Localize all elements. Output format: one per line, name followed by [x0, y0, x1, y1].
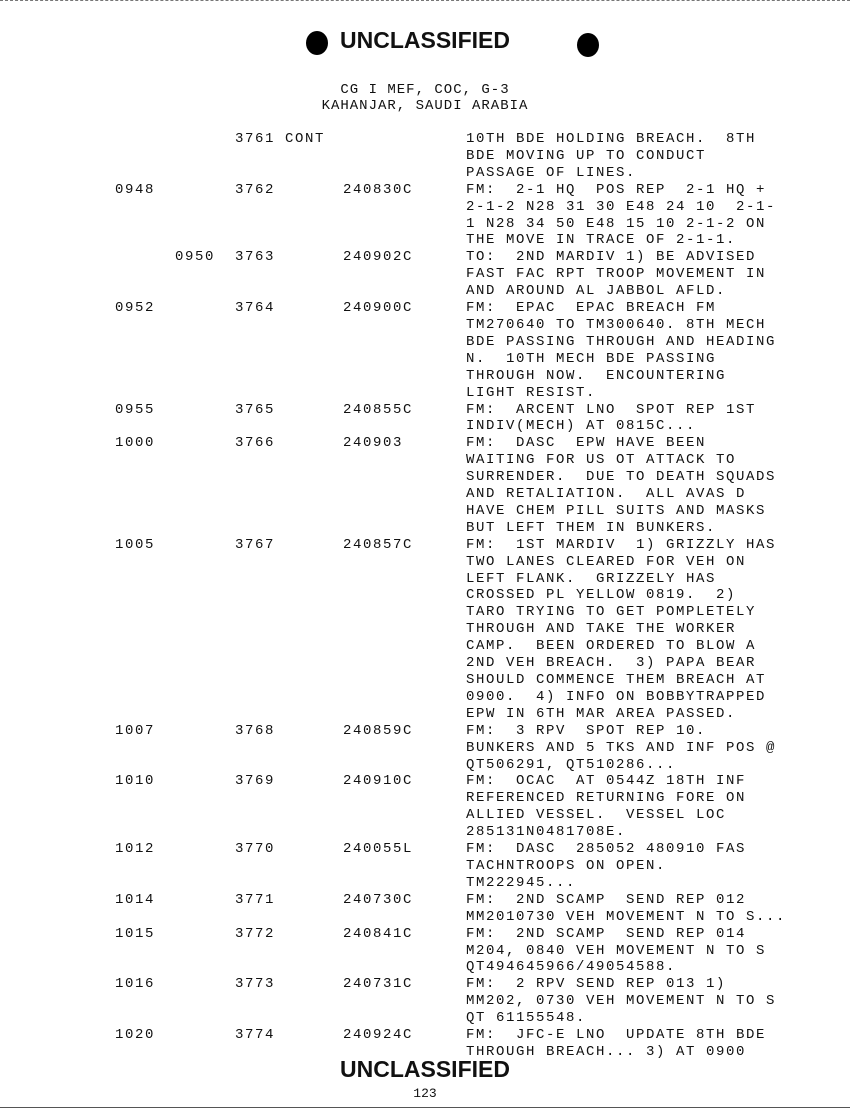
entry-text-line: FM: 1ST MARDIV 1) GRIZZLY HAS: [466, 536, 777, 553]
entry-text-line: FM: OCAC AT 0544Z 18TH INF: [466, 773, 747, 790]
entry-serial: 3761 CONT: [235, 131, 326, 147]
entry-dtg: 240924C: [343, 1027, 414, 1044]
entry-text-line: QT506291, QT510286...: [466, 756, 677, 773]
entry-text-line: THROUGH NOW. ENCOUNTERING: [466, 367, 727, 384]
entry-text-line: 2-1-2 N28 31 30 E48 24 10 2-1-: [466, 198, 777, 215]
entry-text-line: MM2010730 VEH MOVEMENT N TO S...: [466, 908, 787, 925]
log-entry: [0, 435, 850, 536]
entry-text-line: QT 61155548.: [466, 1010, 587, 1027]
entry-serial: 3772: [235, 925, 276, 942]
entry-text-line: TWO LANES CLEARED FOR VEH ON: [466, 553, 747, 570]
entry-time: 1020: [115, 1027, 156, 1044]
entry-text-line: 0900. 4) INFO ON BOBBYTRAPPED: [466, 688, 767, 705]
entry-text-line: TM270640 TO TM300640. 8TH MECH: [466, 316, 767, 333]
entry-time: 1010: [115, 773, 156, 790]
entry-text-line: THROUGH BREACH... 3) AT 0900: [466, 1043, 747, 1060]
entry-text-line: FAST FAC RPT TROOP MOVEMENT IN: [466, 266, 767, 283]
entry-text-line: THE MOVE IN TRACE OF 2-1-1.: [466, 232, 737, 249]
entry-dtg: 240910C: [343, 773, 414, 790]
entry-text-line: EPW IN 6TH MAR AREA PASSED.: [466, 705, 737, 722]
entry-serial: 3767: [235, 536, 276, 553]
entry-text-line: TACHNTROOPS ON OPEN.: [466, 857, 667, 874]
entry-dtg: 240859C: [343, 722, 414, 739]
page-number: 123: [413, 1086, 437, 1101]
classification-header: UNCLASSIFIED: [340, 27, 510, 53]
log-entry: [0, 402, 850, 436]
entry-dtg: 240857C: [343, 536, 414, 553]
entry-dtg: 240830C: [343, 181, 414, 198]
log-entry: [0, 976, 850, 1027]
entry-serial: 3762: [235, 181, 276, 198]
log-entry: [0, 131, 850, 182]
log-entry: [0, 723, 850, 774]
entry-serial: 3769: [235, 773, 276, 790]
entry-serial: 3771: [235, 891, 276, 908]
entry-dtg: 240841C: [343, 925, 414, 942]
log-entry: [0, 841, 850, 892]
entry-text-line: PASSAGE OF LINES.: [466, 164, 637, 181]
log-entry: [0, 249, 850, 300]
entry-time: 1015: [115, 925, 156, 942]
entry-text-line: FM: DASC 285052 480910 FAS: [466, 841, 747, 858]
entry-text-line: TO: 2ND MARDIV 1) BE ADVISED: [466, 249, 757, 266]
log-entry: [0, 300, 850, 401]
entry-text-line: ALLIED VESSEL. VESSEL LOC: [466, 807, 727, 824]
entry-serial: 3766: [235, 435, 276, 452]
entry-time: 0955: [115, 401, 156, 418]
entry-text-line: 285131N0481708E.: [466, 824, 627, 841]
entry-text-line: REFERENCED RETURNING FORE ON: [466, 790, 747, 807]
entry-serial: 3763: [235, 249, 276, 266]
entry-text-line: FM: 2ND SCAMP SEND REP 014: [466, 925, 747, 942]
entry-dtg: 240855C: [343, 401, 414, 418]
entry-dtg: 240731C: [343, 976, 414, 993]
entry-time: 1012: [115, 841, 156, 858]
entry-text-line: FM: ARCENT LNO SPOT REP 1ST: [466, 401, 757, 418]
entry-text-line: QT494645966/49054588.: [466, 959, 677, 976]
entry-time: 1014: [115, 891, 156, 908]
entry-text-line: LEFT FLANK. GRIZZELY HAS: [466, 570, 717, 587]
entry-time: 0948: [115, 181, 156, 198]
entry-time: 1016: [115, 976, 156, 993]
log-entry: [0, 773, 850, 841]
journal-log: [0, 131, 850, 1061]
classification-footer: UNCLASSIFIED: [340, 1056, 510, 1082]
entry-dtg: 240903: [343, 435, 404, 452]
entry-text-line: AND AROUND AL JABBOL AFLD.: [466, 283, 727, 300]
scan-edge-top: [0, 0, 850, 4]
entry-text-line: TARO TRYING TO GET POMPLETELY: [466, 604, 757, 621]
entry-text-line: 1 N28 34 50 E48 15 10 2-1-2 ON: [466, 215, 767, 232]
entry-text-line: BDE PASSING THROUGH AND HEADING: [466, 333, 777, 350]
entry-text-line: THROUGH AND TAKE THE WORKER: [466, 621, 737, 638]
entry-text-line: FM: EPAC EPAC BREACH FM: [466, 300, 717, 317]
entry-text-line: SHOULD COMMENCE THEM BREACH AT: [466, 672, 767, 688]
entry-text-line: WAITING FOR US OT ATTACK TO: [466, 452, 737, 469]
entry-text-line: FM: 2 RPV SEND REP 013 1): [466, 976, 727, 993]
location-line: KAHANJAR, SAUDI ARABIA: [321, 98, 529, 114]
unit-line: CG I MEF, COC, G-3: [340, 82, 510, 98]
entry-time: 0952: [115, 300, 156, 317]
entry-serial: 3768: [235, 722, 276, 739]
entry-text-line: FM: 2ND SCAMP SEND REP 012: [466, 891, 747, 908]
entry-alt-time: 0950: [175, 249, 216, 266]
entry-text-line: BDE MOVING UP TO CONDUCT: [466, 147, 707, 164]
entry-text-line: BUT LEFT THEM IN BUNKERS.: [466, 519, 717, 536]
log-entry: [0, 182, 850, 250]
entry-text-line: MM202, 0730 VEH MOVEMENT N TO S: [466, 993, 777, 1010]
entry-text-line: CAMP. BEEN ORDERED TO BLOW A: [466, 638, 757, 655]
entry-serial: 3764: [235, 300, 276, 317]
entry-text-line: FM: DASC EPW HAVE BEEN: [466, 435, 707, 452]
entry-serial: 3770: [235, 841, 276, 858]
entry-text-line: INDIV(MECH) AT 0815C...: [466, 418, 697, 435]
entry-dtg: 240055L: [343, 841, 414, 858]
entry-text-line: FM: 2-1 HQ POS REP 2-1 HQ +: [466, 181, 767, 198]
entry-text-line: FM: 3 RPV SPOT REP 10.: [466, 722, 707, 739]
log-entry: [0, 537, 850, 723]
entry-time: 1005: [115, 536, 156, 553]
entry-text-line: CROSSED PL YELLOW 0819. 2): [466, 587, 737, 604]
entry-text-line: HAVE CHEM PILL SUITS AND MASKS: [466, 502, 767, 519]
entry-dtg: 240730C: [343, 891, 414, 908]
entry-dtg: 240902C: [343, 249, 414, 266]
log-entry: [0, 926, 850, 977]
log-entry: [0, 892, 850, 926]
scan-edge-bottom: [0, 1107, 850, 1108]
entry-text-line: AND RETALIATION. ALL AVAS D: [466, 486, 747, 503]
entry-text-line: SURRENDER. DUE TO DEATH SQUADS: [466, 469, 777, 486]
entry-dtg: 240900C: [343, 300, 414, 317]
entry-time: 1007: [115, 722, 156, 739]
entry-serial: 3774: [235, 1027, 276, 1044]
entry-text-line: N. 10TH MECH BDE PASSING: [466, 350, 717, 367]
entry-text-line: FM: JFC-E LNO UPDATE 8TH BDE: [466, 1027, 767, 1044]
entry-text-line: TM222945...: [466, 874, 577, 891]
entry-text-line: LIGHT RESIST.: [466, 384, 597, 401]
entry-text-line: M204, 0840 VEH MOVEMENT N TO S: [466, 942, 767, 959]
entry-text-line: BUNKERS AND 5 TKS AND INF POS @: [466, 739, 777, 756]
entry-serial: 3773: [235, 976, 276, 993]
entry-text-line: 10TH BDE HOLDING BREACH. 8TH: [466, 131, 757, 147]
entry-text-line: 2ND VEH BREACH. 3) PAPA BEAR: [466, 655, 757, 672]
entry-time: 1000: [115, 435, 156, 452]
entry-serial: 3765: [235, 401, 276, 418]
